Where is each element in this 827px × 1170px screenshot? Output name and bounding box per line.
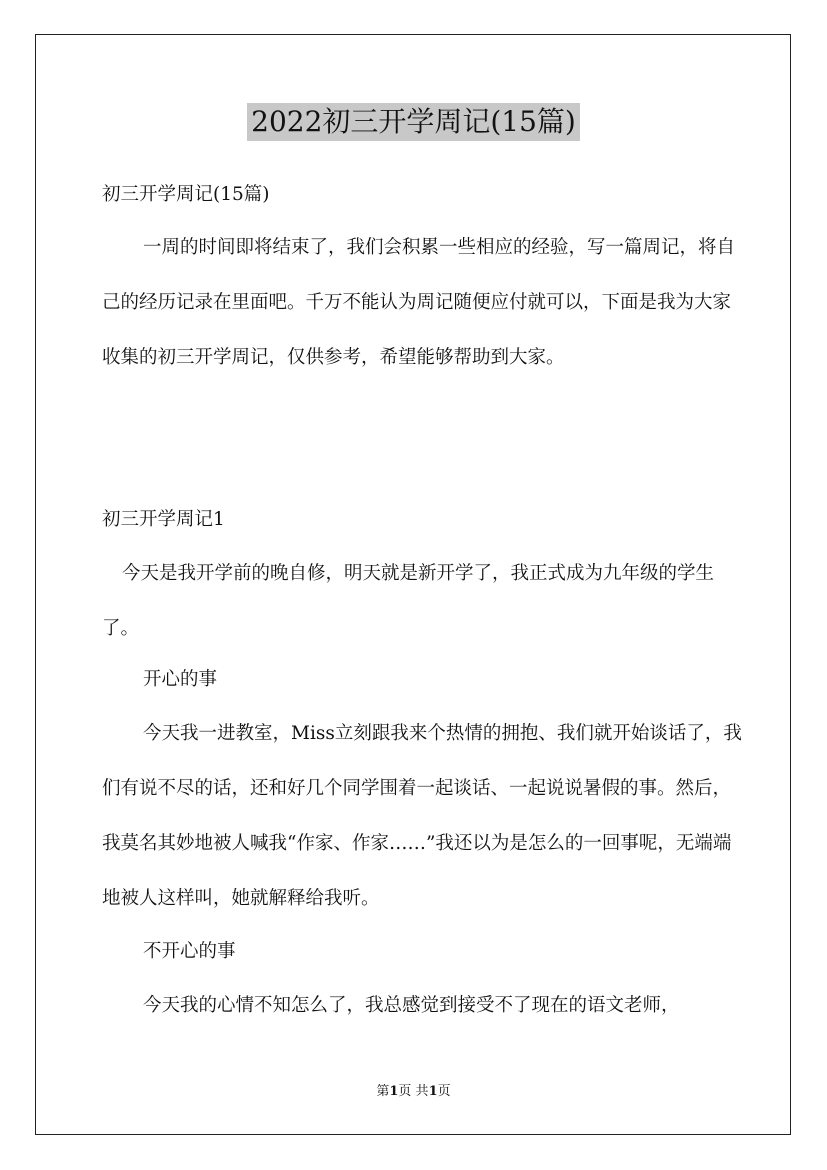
footer-page-suffix: 页 共 bbox=[398, 1084, 429, 1099]
happy-heading: 开心的事 bbox=[143, 669, 218, 690]
happy-paragraph: 今天我一进教室，Miss立刻跟我来个热情的拥抱、我们就开始谈话了，我们有说不尽的话，还和好几个同学围着一起谈话、一起说说暑假的事。然后，我莫名其妙地被人喊我“作家、作家……”我还以为是怎么的一回事呢，无端端地被人这样叫，她就解释给我听。 bbox=[102, 723, 742, 909]
document-title: 2022初三开学周记(15篇) bbox=[247, 103, 580, 141]
footer-total-number: 1 bbox=[428, 1084, 438, 1099]
title-wrap bbox=[0, 103, 827, 141]
page-footer bbox=[0, 1082, 827, 1102]
footer-total-suffix: 页 bbox=[437, 1084, 451, 1099]
unhappy-heading: 不开心的事 bbox=[143, 941, 236, 962]
intro-paragraph: 一周的时间即将结束了，我们会积累一些相应的经验，写一篇周记，将自己的经历记录在里面吧。千万不能认为周记随便应付就可以，下面是我为大家收集的初三开学周记，仅供参考，希望能够帮助到大家。 bbox=[102, 237, 736, 368]
footer-page-prefix: 第 bbox=[376, 1084, 390, 1099]
footer-page-number: 1 bbox=[389, 1084, 399, 1099]
section-paragraph: 今天是我开学前的晚自修，明天就是新开学了，我正式成为九年级的学生了。 bbox=[102, 563, 715, 639]
section-heading: 初三开学周记1 bbox=[102, 509, 225, 530]
document-subtitle: 初三开学周记(15篇) bbox=[102, 184, 270, 205]
unhappy-paragraph: 今天我的心情不知怎么了，我总感觉到接受不了现在的语文老师， bbox=[143, 995, 680, 1016]
